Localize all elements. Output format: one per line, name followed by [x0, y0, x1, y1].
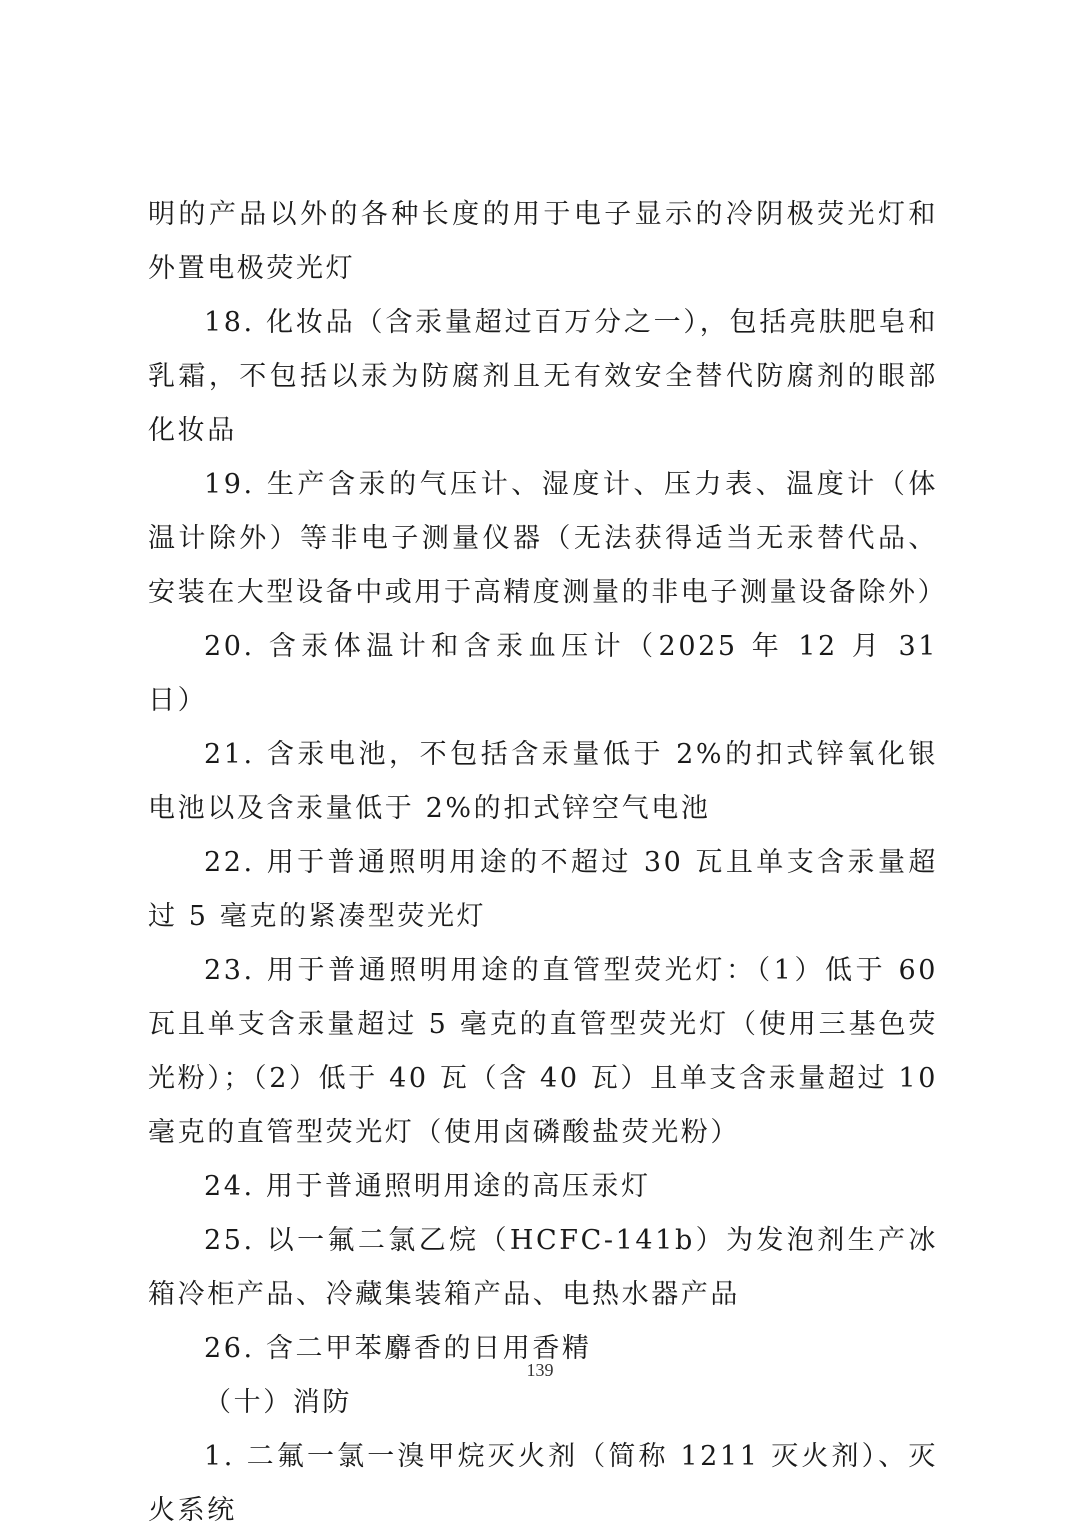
paragraph-item-26: 26. 含二甲苯麝香的日用香精 — [204, 1333, 592, 1364]
section-heading-fire-protection: （十）消防 — [204, 1387, 352, 1418]
page-number: 139 — [526, 1360, 554, 1380]
paragraph-item-22: 22. 用于普通照明用途的不超过 30 瓦且单支含汞量超过 5 毫克的紧凑型荧光灯 — [148, 847, 938, 932]
paragraph-item-20: 20. 含汞体温计和含汞血压计（2025 年 12 月 31 日） — [148, 631, 938, 716]
paragraph-item-18: 18. 化妆品（含汞量超过百万分之一），包括亮肤肥皂和乳霜，不包括以汞为防腐剂且无有效安全替代防腐剂的眼部化妆品 — [148, 307, 938, 446]
paragraph-item-21: 21. 含汞电池，不包括含汞量低于 2%的扣式锌氧化银电池以及含汞量低于 2%的扣式锌空气电池 — [148, 739, 938, 824]
paragraph-item-19: 19. 生产含汞的气压计、湿度计、压力表、温度计（体温计除外）等非电子测量仪器（无法获得适当无汞替代品、安装在大型设备中或用于高精度测量的非电子测量设备除外） — [148, 469, 948, 608]
document-body — [148, 188, 948, 1538]
paragraph-continuation: 明的产品以外的各种长度的用于电子显示的冷阴极荧光灯和外置电极荧光灯 — [148, 199, 938, 284]
paragraph-item-24: 24. 用于普通照明用途的高压汞灯 — [204, 1171, 651, 1202]
paragraph-item-25: 25. 以一氟二氯乙烷（HCFC-141b）为发泡剂生产冰箱冷柜产品、冷藏集装箱产品、电热水器产品 — [148, 1225, 938, 1310]
paragraph-item-23: 23. 用于普通照明用途的直管型荧光灯：（1）低于 60 瓦且单支含汞量超过 5 毫克的直管型荧光灯（使用三基色荧光粉）；（2）低于 40 瓦（含 40 瓦）且单支含汞量超过 10 毫克的直管型荧光灯（使用卤磷酸盐荧光粉） — [148, 955, 938, 1148]
paragraph-fire-item-1: 1. 二氟一氯一溴甲烷灭火剂（简称 1211 灭火剂）、灭火系统 — [148, 1441, 938, 1526]
